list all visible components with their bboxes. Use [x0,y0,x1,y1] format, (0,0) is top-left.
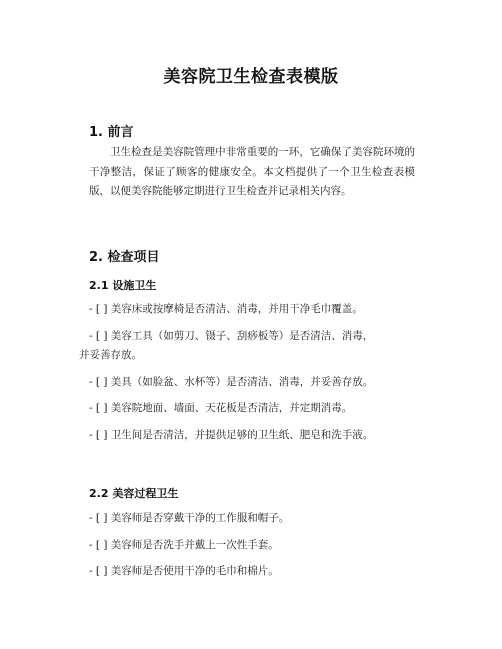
checklist-item: - [ ] 美容院地面、墙面、天花板是否清洁，并定期消毒。 [89,402,353,414]
checklist-item: - [ ] 美容床或按摩椅是否清洁、消毒，并用干净毛巾覆盖。 [89,303,363,315]
checklist-item: - [ ] 美容工具（如剪刀、镊子、刮痧板等）是否清洁、消毒， [89,330,374,342]
checklist-item: - [ ] 卫生间是否清洁，并提供足够的卫生纸、肥皂和洗手液。 [89,429,374,441]
checklist-item-continuation: 并妥善存放。 [79,349,142,361]
checklist-item: - [ ] 美容师是否洗手并戴上一次性手套。 [89,539,279,551]
checklist-item: - [ ] 美具（如脸盆、水杯等）是否清洁、消毒，并妥善存放。 [89,376,374,388]
section-heading-intro: 1. 前言 [89,125,134,140]
section-heading-checks: 2. 检查项目 [89,250,160,265]
document-title: 美容院卫生检查表模版 [163,67,339,87]
sub-heading-facilities: 2.1 设施卫生 [89,279,157,292]
intro-paragraph: 卫生检查是美容院管理中非常重要的一环，它确保了美容院环境的干净整洁，保证了顾客的健康安全。本文档提供了一个卫生检查表模版，以便美容院能够定期进行卫生检查并记录相关内容。 [89,146,415,197]
checklist-item: - [ ] 美容师是否使用干净的毛巾和棉片。 [89,565,279,577]
sub-heading-process: 2.2 美容过程卫生 [89,487,179,500]
checklist-item: - [ ] 美容师是否穿戴干净的工作服和帽子。 [89,512,290,524]
